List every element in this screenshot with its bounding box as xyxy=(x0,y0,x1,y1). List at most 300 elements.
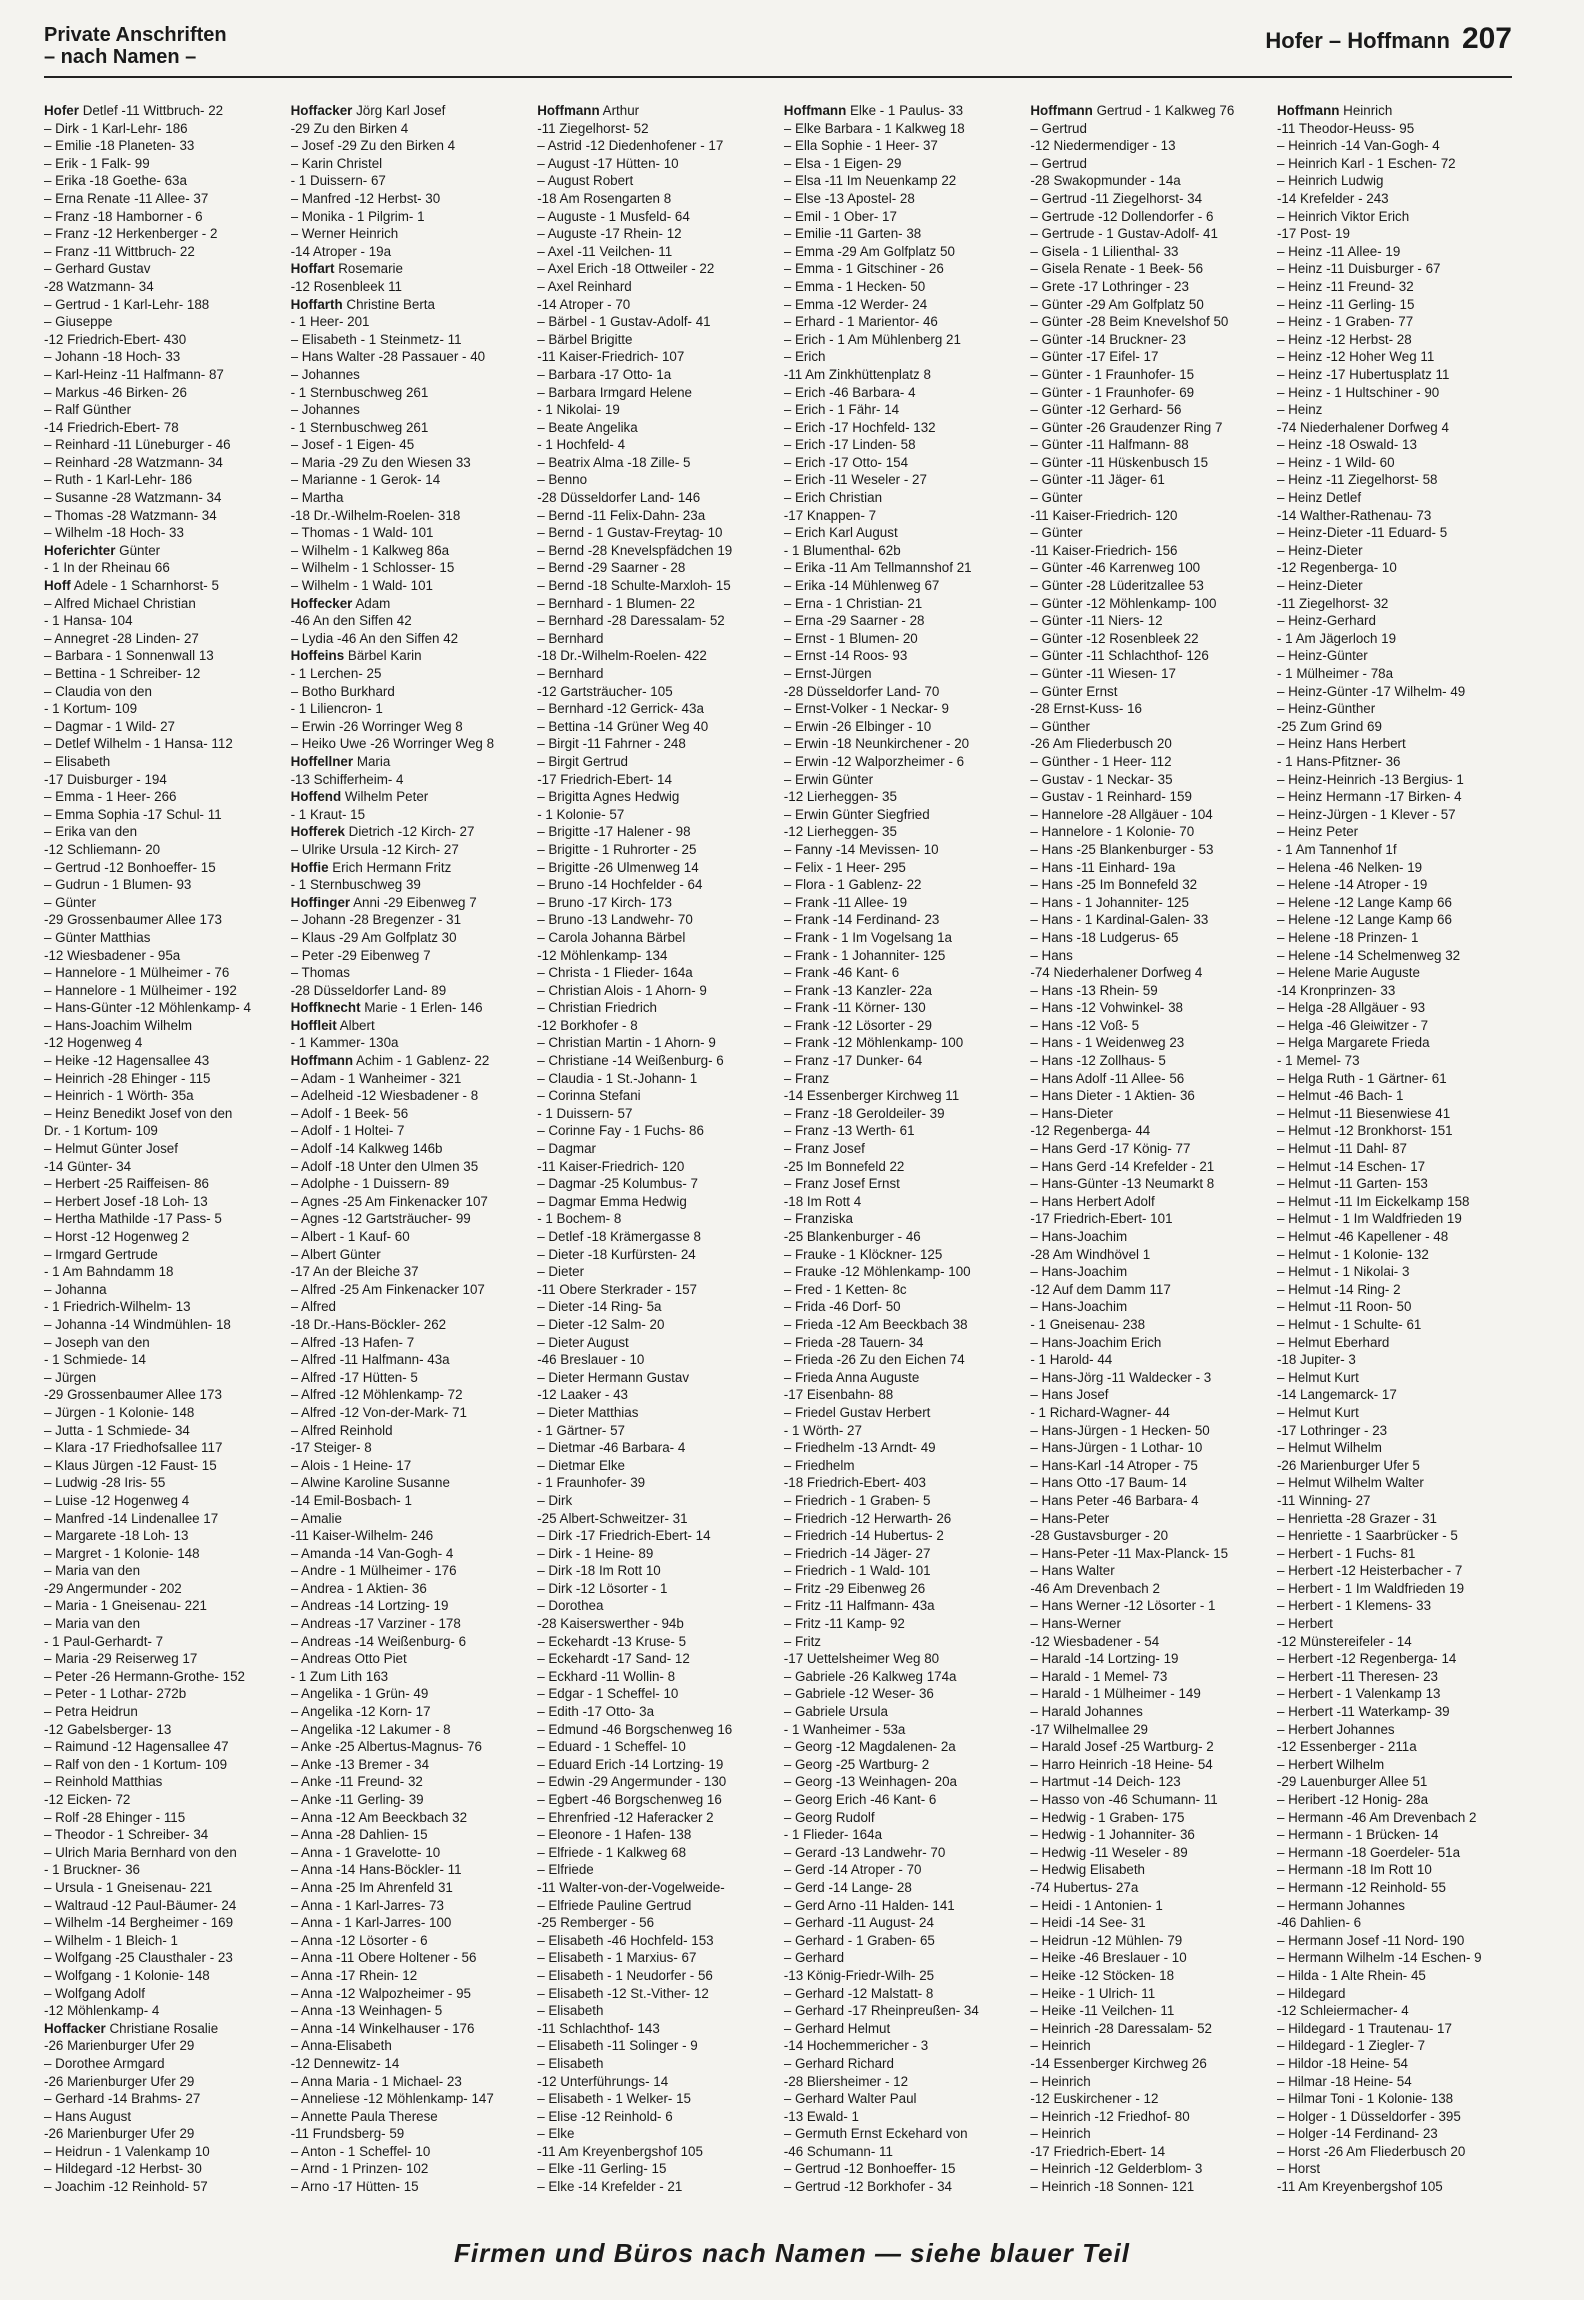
entry-text: – Elke -14 Krefelder - 21 xyxy=(537,2179,683,2195)
entry-text: – Monika - 1 Pilgrim- 1 xyxy=(290,208,425,224)
entry-text: – Elisabeth xyxy=(537,2003,604,2019)
entry-text: -12 Lierheggen- 35 xyxy=(783,789,897,805)
directory-entry xyxy=(1277,507,1514,525)
directory-entry xyxy=(291,366,528,384)
entry-text: – Gerd Arno -11 Halden- 141 xyxy=(783,1897,955,1913)
directory-entry xyxy=(1030,2143,1267,2161)
entry-text: – Annegret -28 Linden- 27 xyxy=(44,630,199,646)
directory-entry xyxy=(1030,665,1267,683)
entry-text: -13 König-Friedr-Wilh- 25 xyxy=(783,1967,935,1983)
entry-text: – Ludwig -28 Iris- 55 xyxy=(44,1475,166,1491)
entry-text: – Anke -11 Gerling- 39 xyxy=(290,1792,424,1807)
directory-entry xyxy=(44,1474,281,1492)
directory-entry xyxy=(1030,331,1267,349)
entry-text: – Hannelore -28 Allgäuer - 104 xyxy=(1030,806,1213,822)
directory-entry xyxy=(291,894,528,912)
directory-entry xyxy=(784,1316,1021,1334)
entry-text: – Christian Friedrich xyxy=(537,1000,657,1016)
entry-text: -12 Schliemann- 20 xyxy=(44,841,161,857)
entry-text: – Elisabeth -12 St.-Vither- 12 xyxy=(537,1985,709,2001)
entry-text: – Ulrich Maria Bernhard von den xyxy=(44,1844,237,1860)
running-head xyxy=(1265,24,1512,56)
entry-text: – Bärbel Brigitte xyxy=(537,331,633,347)
directory-entry xyxy=(1030,1633,1267,1651)
entry-text: -14 Walther-Rathenau- 73 xyxy=(1276,507,1432,523)
directory-entry xyxy=(291,1474,528,1492)
entry-text: -12 Borkhofer - 8 xyxy=(537,1017,638,1033)
entry-text: – Heinrich -12 Gelderblom- 3 xyxy=(1030,2161,1203,2177)
entry-text: – Hans-Günter -13 Neumarkt 8 xyxy=(1030,1176,1215,1192)
entry-text: -25 Remberger - 56 xyxy=(537,1915,655,1931)
directory-entry xyxy=(291,823,528,841)
entry-text: – Hans - 1 Johanniter- 125 xyxy=(1030,894,1189,910)
entry-text: – Helmut Kurt xyxy=(1276,1404,1359,1420)
directory-entry xyxy=(1277,348,1514,366)
directory-entry xyxy=(537,1861,774,1879)
directory-entry xyxy=(291,947,528,965)
directory-entry xyxy=(1277,595,1514,613)
directory-entry xyxy=(291,331,528,349)
entry-text: – Andrea - 1 Aktien- 36 xyxy=(290,1580,427,1596)
entry-text: – Günter xyxy=(44,894,97,910)
entry-text: – Erich -46 Barbara- 4 xyxy=(783,384,916,400)
directory-entry xyxy=(1277,1158,1514,1176)
directory-entry xyxy=(44,1597,281,1615)
entry-text: – Heinrich Viktor Erich xyxy=(1276,208,1410,224)
directory-entry xyxy=(1277,384,1514,402)
entry-text: – Eckehardt -13 Kruse- 5 xyxy=(537,1633,687,1649)
entry-text: -12 Gabelsberger- 13 xyxy=(44,1721,172,1737)
entry-text: – Axel Erich -18 Ottweiler - 22 xyxy=(537,261,715,277)
entry-text: – Dieter August xyxy=(537,1334,629,1350)
directory-entry xyxy=(44,1791,281,1809)
entry-text: Albert xyxy=(336,1017,375,1033)
directory-entry xyxy=(537,1809,774,1827)
entry-text: – Jürgen xyxy=(44,1369,97,1385)
entry-text: – Hermann -12 Reinhold- 55 xyxy=(1276,1879,1446,1895)
directory-entry xyxy=(44,507,281,525)
entry-text: – Helene -14 Schelmenweg 32 xyxy=(1276,947,1461,963)
entry-text: – Heike - 1 Ulrich- 11 xyxy=(1030,1985,1156,2001)
directory-entry xyxy=(291,1949,528,1967)
entry-text: -12 Friedrich-Ebert- 430 xyxy=(44,331,187,347)
directory-entry xyxy=(291,1369,528,1387)
entry-text: – Hilda - 1 Alte Rhein- 45 xyxy=(1276,1967,1426,1983)
entry-text: – Bernhard xyxy=(537,666,604,681)
entry-text: – Gerhard - 1 Graben- 65 xyxy=(783,1932,935,1948)
directory-entry xyxy=(1030,278,1267,296)
directory-entry xyxy=(1030,137,1267,155)
directory-entry xyxy=(1277,1844,1514,1862)
directory-entry xyxy=(291,929,528,947)
directory-entry xyxy=(537,1492,774,1510)
directory-entry xyxy=(44,1070,281,1088)
directory-entry xyxy=(44,2160,281,2178)
entry-text: -46 Schumann- 11 xyxy=(783,2143,893,2159)
directory-entry xyxy=(1277,243,1514,261)
entry-text: – Elisabeth -11 Solinger - 9 xyxy=(537,2038,698,2054)
entry-text: – Gabriele -12 Weser- 36 xyxy=(783,1686,934,1702)
directory-entry xyxy=(1030,1087,1267,1105)
entry-text: – Helga Ruth - 1 Gärtner- 61 xyxy=(1276,1070,1447,1086)
entry-text: – Angelika -12 Lakumer - 8 xyxy=(290,1721,451,1737)
entry-text: – Wilhelm - 1 Wald- 101 xyxy=(290,578,433,594)
entry-text: – Gerhard -17 Rheinpreußen- 34 xyxy=(783,2003,979,2019)
directory-entry xyxy=(291,911,528,929)
directory-entry xyxy=(291,2143,528,2161)
directory-entry xyxy=(537,225,774,243)
directory-entry xyxy=(537,172,774,190)
entry-text: -17 An der Bleiche 37 xyxy=(290,1264,419,1280)
directory-entry xyxy=(537,2178,774,2196)
entry-text: – Angelika - 1 Grün- 49 xyxy=(290,1686,429,1702)
directory-entry xyxy=(784,1228,1021,1246)
directory-entry xyxy=(44,1967,281,1985)
directory-entry xyxy=(784,1334,1021,1352)
entry-text: – Ella Sophie - 1 Heer- 37 xyxy=(783,138,938,154)
entry-text: – Herbert -11 Waterkamp- 39 xyxy=(1276,1704,1450,1720)
directory-entry xyxy=(784,577,1021,595)
entry-text: – Harro Heinrich -18 Heine- 54 xyxy=(1030,1756,1213,1772)
directory-entry xyxy=(1030,1158,1267,1176)
entry-text: -12 Dennewitz- 14 xyxy=(290,2055,400,2071)
directory-entry xyxy=(44,1246,281,1264)
entry-text: – Heinrich xyxy=(1030,2073,1091,2089)
directory-entry xyxy=(1277,366,1514,384)
directory-entry xyxy=(44,735,281,753)
directory-entry xyxy=(784,1932,1021,1950)
entry-text: Arthur xyxy=(599,103,640,118)
directory-entry xyxy=(1277,1861,1514,1879)
directory-entry xyxy=(1277,454,1514,472)
directory-entry xyxy=(44,436,281,454)
entry-text: – Heike -12 Stöcken- 18 xyxy=(1030,1967,1175,1983)
directory-entry xyxy=(1030,2037,1267,2055)
directory-entry xyxy=(44,155,281,173)
directory-entry xyxy=(537,1826,774,1844)
directory-entry xyxy=(1277,1140,1514,1158)
directory-entry xyxy=(1030,2073,1267,2091)
entry-text: Dietrich -12 Kirch- 27 xyxy=(344,824,475,840)
directory-entry xyxy=(1030,507,1267,525)
entry-text: – Dagmar - 1 Wild- 27 xyxy=(44,718,175,734)
entry-text: – Günther - 1 Heer- 112 xyxy=(1030,753,1172,769)
entry-text: – Frank -14 Ferdinand- 23 xyxy=(783,912,940,928)
directory-entry xyxy=(44,718,281,736)
entry-text: – Gisela - 1 Lilienthal- 33 xyxy=(1030,243,1179,259)
entry-text: – Heinz-Gerhard xyxy=(1276,613,1376,629)
directory-entry xyxy=(44,612,281,630)
entry-text: -25 Blankenburger - 46 xyxy=(783,1229,921,1244)
directory-entry xyxy=(537,436,774,454)
directory-entry xyxy=(291,137,528,155)
entry-text: – Felix - 1 Heer- 295 xyxy=(783,859,906,875)
directory-entry xyxy=(784,1844,1021,1862)
directory-entry xyxy=(1030,806,1267,824)
entry-text: -17 Wilhelmallee 29 xyxy=(1030,1721,1148,1737)
entry-text: – Alfred -17 Hütten- 5 xyxy=(290,1369,418,1385)
entry-text: -14 Günter- 34 xyxy=(44,1158,132,1174)
entry-text: – Hildegard xyxy=(1276,1985,1346,2001)
entry-text: -11 Schlachthof- 143 xyxy=(537,2020,660,2036)
entry-text: – Hans-Joachim xyxy=(1030,1264,1128,1280)
entry-text: – Edmund -46 Borgschenweg 16 xyxy=(537,1721,733,1737)
entry-text: – Hildor -18 Heine- 54 xyxy=(1276,2055,1408,2071)
entry-text: – Anton - 1 Scheffel- 10 xyxy=(290,2143,431,2159)
entry-text: – Irmgard Gertrude xyxy=(44,1246,158,1262)
entry-text: – Axel Reinhard xyxy=(537,278,632,294)
entry-text: – Harald Johannes xyxy=(1030,1704,1143,1720)
entry-text: Erich Hermann Fritz xyxy=(328,859,452,875)
directory-entry xyxy=(537,1985,774,2003)
directory-entry xyxy=(44,225,281,243)
entry-text: – Heinz - 1 Graben- 77 xyxy=(1276,314,1414,330)
entry-text: – Gerhard xyxy=(783,1950,845,1966)
directory-entry xyxy=(537,278,774,296)
entry-text: – Heinz Benedikt Josef von den xyxy=(44,1105,233,1121)
directory-entry xyxy=(1277,1087,1514,1105)
directory-entry xyxy=(1030,2125,1267,2143)
entry-text: – Joachim -12 Reinhold- 57 xyxy=(44,2179,208,2195)
directory-entry xyxy=(44,1316,281,1334)
directory-entry xyxy=(1030,1668,1267,1686)
directory-entry xyxy=(537,2002,774,2020)
directory-entry xyxy=(537,1897,774,1915)
directory-entry xyxy=(537,700,774,718)
directory-entry xyxy=(1277,2178,1514,2196)
entry-text: – Heinz-Dieter xyxy=(1276,542,1363,558)
directory-entry xyxy=(1277,1738,1514,1756)
directory-entry xyxy=(291,1615,528,1633)
entry-text: – Maria - 1 Gneisenau- 221 xyxy=(44,1598,208,1614)
directory-entry xyxy=(44,1422,281,1440)
directory-entry xyxy=(784,911,1021,929)
directory-entry xyxy=(784,1879,1021,1897)
directory-entry xyxy=(537,1949,774,1967)
entry-text: – Karl-Heinz -11 Halfmann- 87 xyxy=(44,366,224,382)
entry-text: – Giuseppe xyxy=(44,314,113,330)
directory-entry xyxy=(1277,1298,1514,1316)
entry-text: -17 Duisburger - 194 xyxy=(44,771,167,787)
entry-text: -14 Atroper - 70 xyxy=(537,296,631,312)
entry-text: – Harald -14 Lortzing- 19 xyxy=(1030,1651,1179,1667)
directory-entry xyxy=(291,1017,528,1035)
directory-entry xyxy=(784,1422,1021,1440)
directory-entry xyxy=(1030,1316,1267,1334)
entry-text: Jörg Karl Josef xyxy=(352,103,446,118)
entry-text: – Astrid -12 Diedenhofener - 17 xyxy=(537,138,724,154)
directory-entry xyxy=(1030,2178,1267,2196)
directory-entry xyxy=(537,102,774,120)
entry-text: -28 Gustavsburger - 20 xyxy=(1030,1528,1169,1544)
entry-text: – Hertha Mathilde -17 Pass- 5 xyxy=(44,1211,222,1227)
entry-text: – Petra Heidrun xyxy=(44,1704,138,1720)
entry-text: – Heinz -12 Herbst- 28 xyxy=(1276,331,1412,347)
directory-entry xyxy=(291,982,528,1000)
entry-text: – Anna - 1 Gravelotte- 10 xyxy=(290,1844,441,1860)
entry-text: – Anna -25 Im Ahrenfeld 31 xyxy=(290,1879,453,1895)
entry-text: – Heinz-Günter -17 Wilhelm- 49 xyxy=(1276,683,1466,699)
entry-text: – Albert - 1 Kauf- 60 xyxy=(290,1229,410,1244)
entry-text: – Erna - 1 Christian- 21 xyxy=(783,595,923,611)
directory-entry xyxy=(44,841,281,859)
directory-entry xyxy=(537,155,774,173)
directory-entry xyxy=(291,1826,528,1844)
entry-text: – Henriette - 1 Saarbrücker - 5 xyxy=(1276,1528,1458,1544)
entry-text: – Anna - 1 Karl-Jarres- 100 xyxy=(290,1915,452,1931)
directory-entry xyxy=(1277,894,1514,912)
directory-entry xyxy=(1030,595,1267,613)
entry-text: – Wolfgang - 1 Kolonie- 148 xyxy=(44,1967,210,1983)
directory-entry xyxy=(537,753,774,771)
entry-text: – Helene -12 Lange Kamp 66 xyxy=(1276,912,1452,928)
entry-text: – Georg Erich -46 Kant- 6 xyxy=(783,1792,937,1807)
entry-text: Achim - 1 Gablenz- 22 xyxy=(353,1053,490,1069)
directory-entry xyxy=(44,1210,281,1228)
entry-text: – Helmut -14 Ring- 2 xyxy=(1276,1281,1401,1297)
entry-text: – Anna -12 Am Beeckbach 32 xyxy=(290,1809,468,1825)
directory-entry xyxy=(1030,366,1267,384)
directory-entry xyxy=(291,859,528,877)
directory-entry xyxy=(44,366,281,384)
entry-text: – Heinz - 1 Hultschiner - 90 xyxy=(1276,384,1440,400)
directory-column-5 xyxy=(1030,102,1267,2212)
directory-entry xyxy=(537,419,774,437)
entry-text: – Alfred Reinhold xyxy=(290,1422,393,1438)
directory-entry xyxy=(1030,1615,1267,1633)
directory-entry xyxy=(44,208,281,226)
entry-text: – Frank -11 Allee- 19 xyxy=(783,894,908,910)
directory-entry xyxy=(1277,1826,1514,1844)
entry-text: – Helmut -11 Roon- 50 xyxy=(1276,1299,1412,1315)
entry-text: – Anna -28 Dahlien- 15 xyxy=(290,1827,428,1843)
entry-text: – Martha xyxy=(290,490,344,506)
entry-text: – Karin Christel xyxy=(290,155,383,171)
directory-entry xyxy=(1277,1650,1514,1668)
surname-heading: Hoffarth xyxy=(290,296,343,312)
directory-entry xyxy=(1277,753,1514,771)
directory-entry xyxy=(291,348,528,366)
directory-entry xyxy=(537,524,774,542)
directory-entry xyxy=(291,1703,528,1721)
entry-text: Rosemarie xyxy=(334,261,403,277)
directory-entry xyxy=(44,1949,281,1967)
directory-entry xyxy=(537,1175,774,1193)
directory-entry xyxy=(784,489,1021,507)
entry-text: – Heinrich Ludwig xyxy=(1276,173,1384,189)
directory-entry xyxy=(44,876,281,894)
entry-text: – Heribert -12 Honig- 28a xyxy=(1276,1792,1429,1807)
entry-text: – Johann -28 Bregenzer - 31 xyxy=(290,912,462,928)
directory-entry xyxy=(1277,1492,1514,1510)
entry-text: – Hans xyxy=(1030,947,1073,963)
entry-text: -12 Hogenweg 4 xyxy=(44,1035,143,1051)
entry-text: – Jutta - 1 Schmiede- 34 xyxy=(44,1422,190,1438)
entry-text: – Gerd -14 Lange- 28 xyxy=(783,1879,912,1895)
entry-text: - 1 Wanheimer - 53a xyxy=(783,1721,906,1737)
directory-entry xyxy=(784,1633,1021,1651)
directory-entry xyxy=(1030,2020,1267,2038)
entry-text: Marie - 1 Erlen- 146 xyxy=(360,1000,483,1016)
surname-heading: Hoffart xyxy=(290,261,335,277)
entry-text: – Wilhelm - 1 Kalkweg 86a xyxy=(290,542,450,558)
directory-entry xyxy=(1030,1703,1267,1721)
entry-text: - 1 Lerchen- 25 xyxy=(290,666,382,681)
entry-text: – Elisabeth xyxy=(44,753,111,769)
entry-text: -11 Ziegelhorst- 32 xyxy=(1276,595,1389,611)
directory-entry xyxy=(537,929,774,947)
entry-text: – Maria -29 Reiserweg 17 xyxy=(44,1651,198,1667)
directory-entry xyxy=(784,102,1021,120)
entry-text: - 1 Hans-Pfitzner- 36 xyxy=(1276,753,1401,769)
entry-text: – Günter xyxy=(1030,490,1083,506)
directory-entry xyxy=(44,1492,281,1510)
entry-text: – Gerhard -14 Brahms- 27 xyxy=(44,2091,201,2107)
entry-text: – Helmut -11 Biesenwiese 41 xyxy=(1276,1105,1451,1121)
directory-entry xyxy=(44,1122,281,1140)
entry-text: – Hans -12 Zollhaus- 5 xyxy=(1030,1053,1166,1069)
entry-text: -12 Auf dem Damm 117 xyxy=(1030,1281,1171,1297)
entry-text: – Jürgen - 1 Kolonie- 148 xyxy=(44,1404,195,1420)
entry-text: - 1 Hochfeld- 4 xyxy=(537,437,626,453)
directory-entry xyxy=(1277,700,1514,718)
directory-entry xyxy=(784,313,1021,331)
directory-entry xyxy=(291,788,528,806)
entry-text: – Thomas -28 Watzmann- 34 xyxy=(44,507,217,523)
entry-text: – Alfred -11 Halfmann- 43a xyxy=(290,1352,450,1368)
entry-text: – Heinz -17 Hubertusplatz 11 xyxy=(1276,366,1450,382)
directory-entry xyxy=(291,1298,528,1316)
entry-text: – Heinz Hermann -17 Birken- 4 xyxy=(1276,789,1462,805)
surname-heading: Hofferek xyxy=(290,824,345,840)
entry-text: – Hans Walter -28 Passauer - 40 xyxy=(290,349,486,365)
entry-text: – Hans -18 Ludgerus- 65 xyxy=(1030,929,1179,945)
entry-text: – Hans -25 Blankenburger - 53 xyxy=(1030,841,1214,857)
directory-entry xyxy=(1277,1703,1514,1721)
directory-entry xyxy=(537,296,774,314)
directory-entry xyxy=(291,1650,528,1668)
entry-text: – Susanne -28 Watzmann- 34 xyxy=(44,490,222,506)
entry-text: -18 Dr.-Wilhelm-Roelen- 422 xyxy=(537,648,707,664)
directory-entry xyxy=(1277,1545,1514,1563)
entry-text: – Andreas Otto Piet xyxy=(290,1651,407,1667)
directory-entry xyxy=(291,1122,528,1140)
directory-entry xyxy=(291,401,528,419)
directory-entry xyxy=(1277,2090,1514,2108)
entry-text: – Erna Renate -11 Allee- 37 xyxy=(44,190,209,206)
entry-text: -14 Kronprinzen- 33 xyxy=(1276,982,1396,998)
directory-entry xyxy=(1030,1879,1267,1897)
directory-entry xyxy=(1030,1949,1267,1967)
entry-text: – Gertrude - 1 Gustav-Adolf- 41 xyxy=(1030,226,1218,242)
directory-entry xyxy=(44,278,281,296)
directory-entry xyxy=(784,436,1021,454)
entry-text: – Herbert Josef -18 Loh- 13 xyxy=(44,1193,208,1209)
entry-text: – Hans Otto -17 Baum- 14 xyxy=(1030,1475,1187,1491)
directory-entry xyxy=(1277,2037,1514,2055)
directory-entry xyxy=(1030,1122,1267,1140)
directory-entry xyxy=(537,577,774,595)
directory-entry xyxy=(537,911,774,929)
entry-text: -11 Kaiser-Friedrich- 120 xyxy=(1030,507,1178,523)
entry-text: – Hermann Josef -11 Nord- 190 xyxy=(1276,1932,1465,1948)
entry-text: – Holger -14 Ferdinand- 23 xyxy=(1276,2126,1438,2142)
entry-text: – Holger - 1 Düsseldorfer - 395 xyxy=(1276,2108,1461,2124)
directory-entry xyxy=(1277,1246,1514,1264)
entry-text: – Gertrud - 1 Karl-Lehr- 188 xyxy=(44,296,210,312)
entry-text: -17 Steiger- 8 xyxy=(290,1440,372,1456)
section-title-line1: Private Anschriften xyxy=(44,24,227,46)
